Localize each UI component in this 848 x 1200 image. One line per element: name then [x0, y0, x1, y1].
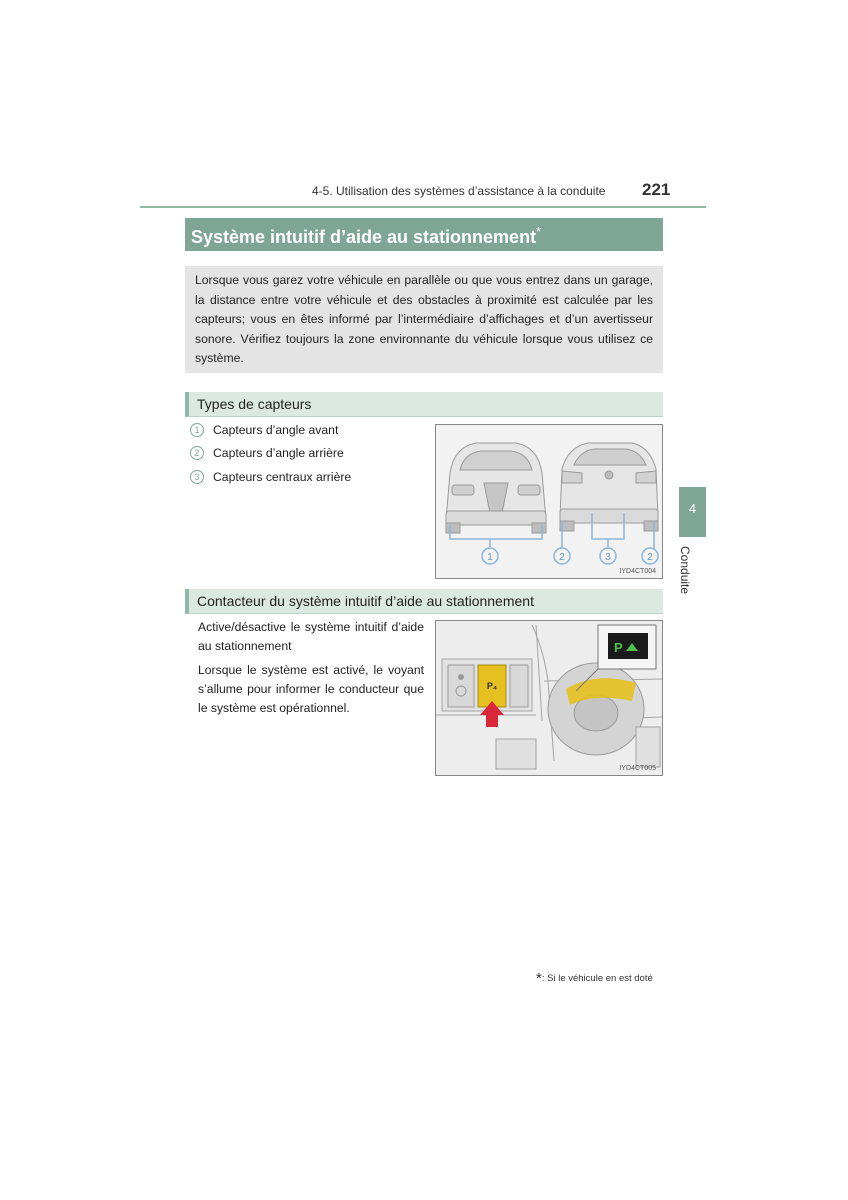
- page-number: 221: [642, 180, 671, 199]
- dashboard-illustration: [436, 621, 662, 775]
- list-item: [190, 423, 338, 437]
- switch-symbol-icon: [458, 674, 464, 680]
- p-switch-symbol-icon: P₄: [486, 681, 498, 691]
- intro-box: [185, 266, 663, 373]
- list-item: [190, 446, 344, 460]
- switch-description: Active/désactive le système intuitif d’aide au stationnement: [198, 620, 424, 654]
- switch-location-figure: [435, 620, 663, 776]
- intro-text: Lorsque vous garez votre véhicule en parallèle ou que vous entrez dans un garage, la distance entre votre véhicule et des obstacles à proximité est calculée par les capteurs; vous en êtes informé par l’intermédiaire d’affichages et d’un avertisseur sonore. Vérifiez toujours la zone environnante du véhicule lorsque vous utilisez ce système.: [195, 273, 653, 366]
- callout-number-icon: 3: [190, 470, 204, 484]
- footnote-asterisk: *: [536, 970, 542, 987]
- section-heading-text: Contacteur du système intuitif d’aide au stationnement: [197, 593, 534, 609]
- callout-label: 1: [487, 552, 493, 563]
- list-item-label: Capteurs centraux arrière: [213, 470, 352, 484]
- car-rear-illustration: [560, 443, 658, 531]
- callout-number-icon: 2: [190, 446, 204, 460]
- chapter-tab: [679, 487, 706, 537]
- running-header: 4-5. Utilisation des systèmes d’assistance à la conduite: [312, 184, 606, 198]
- parking-assist-indicator-icon: P: [614, 640, 623, 655]
- footnote-marker: *: [536, 224, 542, 239]
- list-item-label: Capteurs d’angle arrière: [213, 446, 344, 460]
- main-title-text: Système intuitif d’aide au stationnement: [191, 227, 537, 247]
- main-title-bar: [185, 218, 663, 251]
- footnote-text: : Si le véhicule en est doté: [541, 973, 653, 984]
- header-divider: [140, 206, 706, 208]
- callout-label: 2: [647, 552, 653, 563]
- footnote: [536, 970, 653, 987]
- sensor-location-figure: [435, 424, 663, 579]
- adjacent-switch: [510, 665, 528, 707]
- chapter-label: Conduite: [678, 546, 692, 595]
- list-item-label: Capteurs d’angle avant: [213, 423, 339, 437]
- figure-code: IYD4CT005: [619, 765, 656, 772]
- section-heading-sensors: [185, 392, 663, 417]
- chapter-number: 4: [688, 501, 697, 516]
- car-front-illustration: [446, 443, 546, 533]
- main-title: [191, 224, 541, 248]
- callout-label: 3: [605, 552, 611, 563]
- section-heading-text: Types de capteurs: [197, 396, 312, 412]
- list-item: [190, 470, 351, 484]
- callout-label: 2: [559, 552, 565, 563]
- indicator-description: Lorsque le système est activé, le voyant s’allume pour informer le conducteur que le système est opérationnel.: [198, 663, 424, 716]
- car-sensors-illustration: [436, 425, 662, 578]
- section-heading-switch: [185, 589, 663, 614]
- callout-number-icon: 1: [190, 423, 204, 437]
- figure-code: IYD4CT004: [619, 568, 656, 575]
